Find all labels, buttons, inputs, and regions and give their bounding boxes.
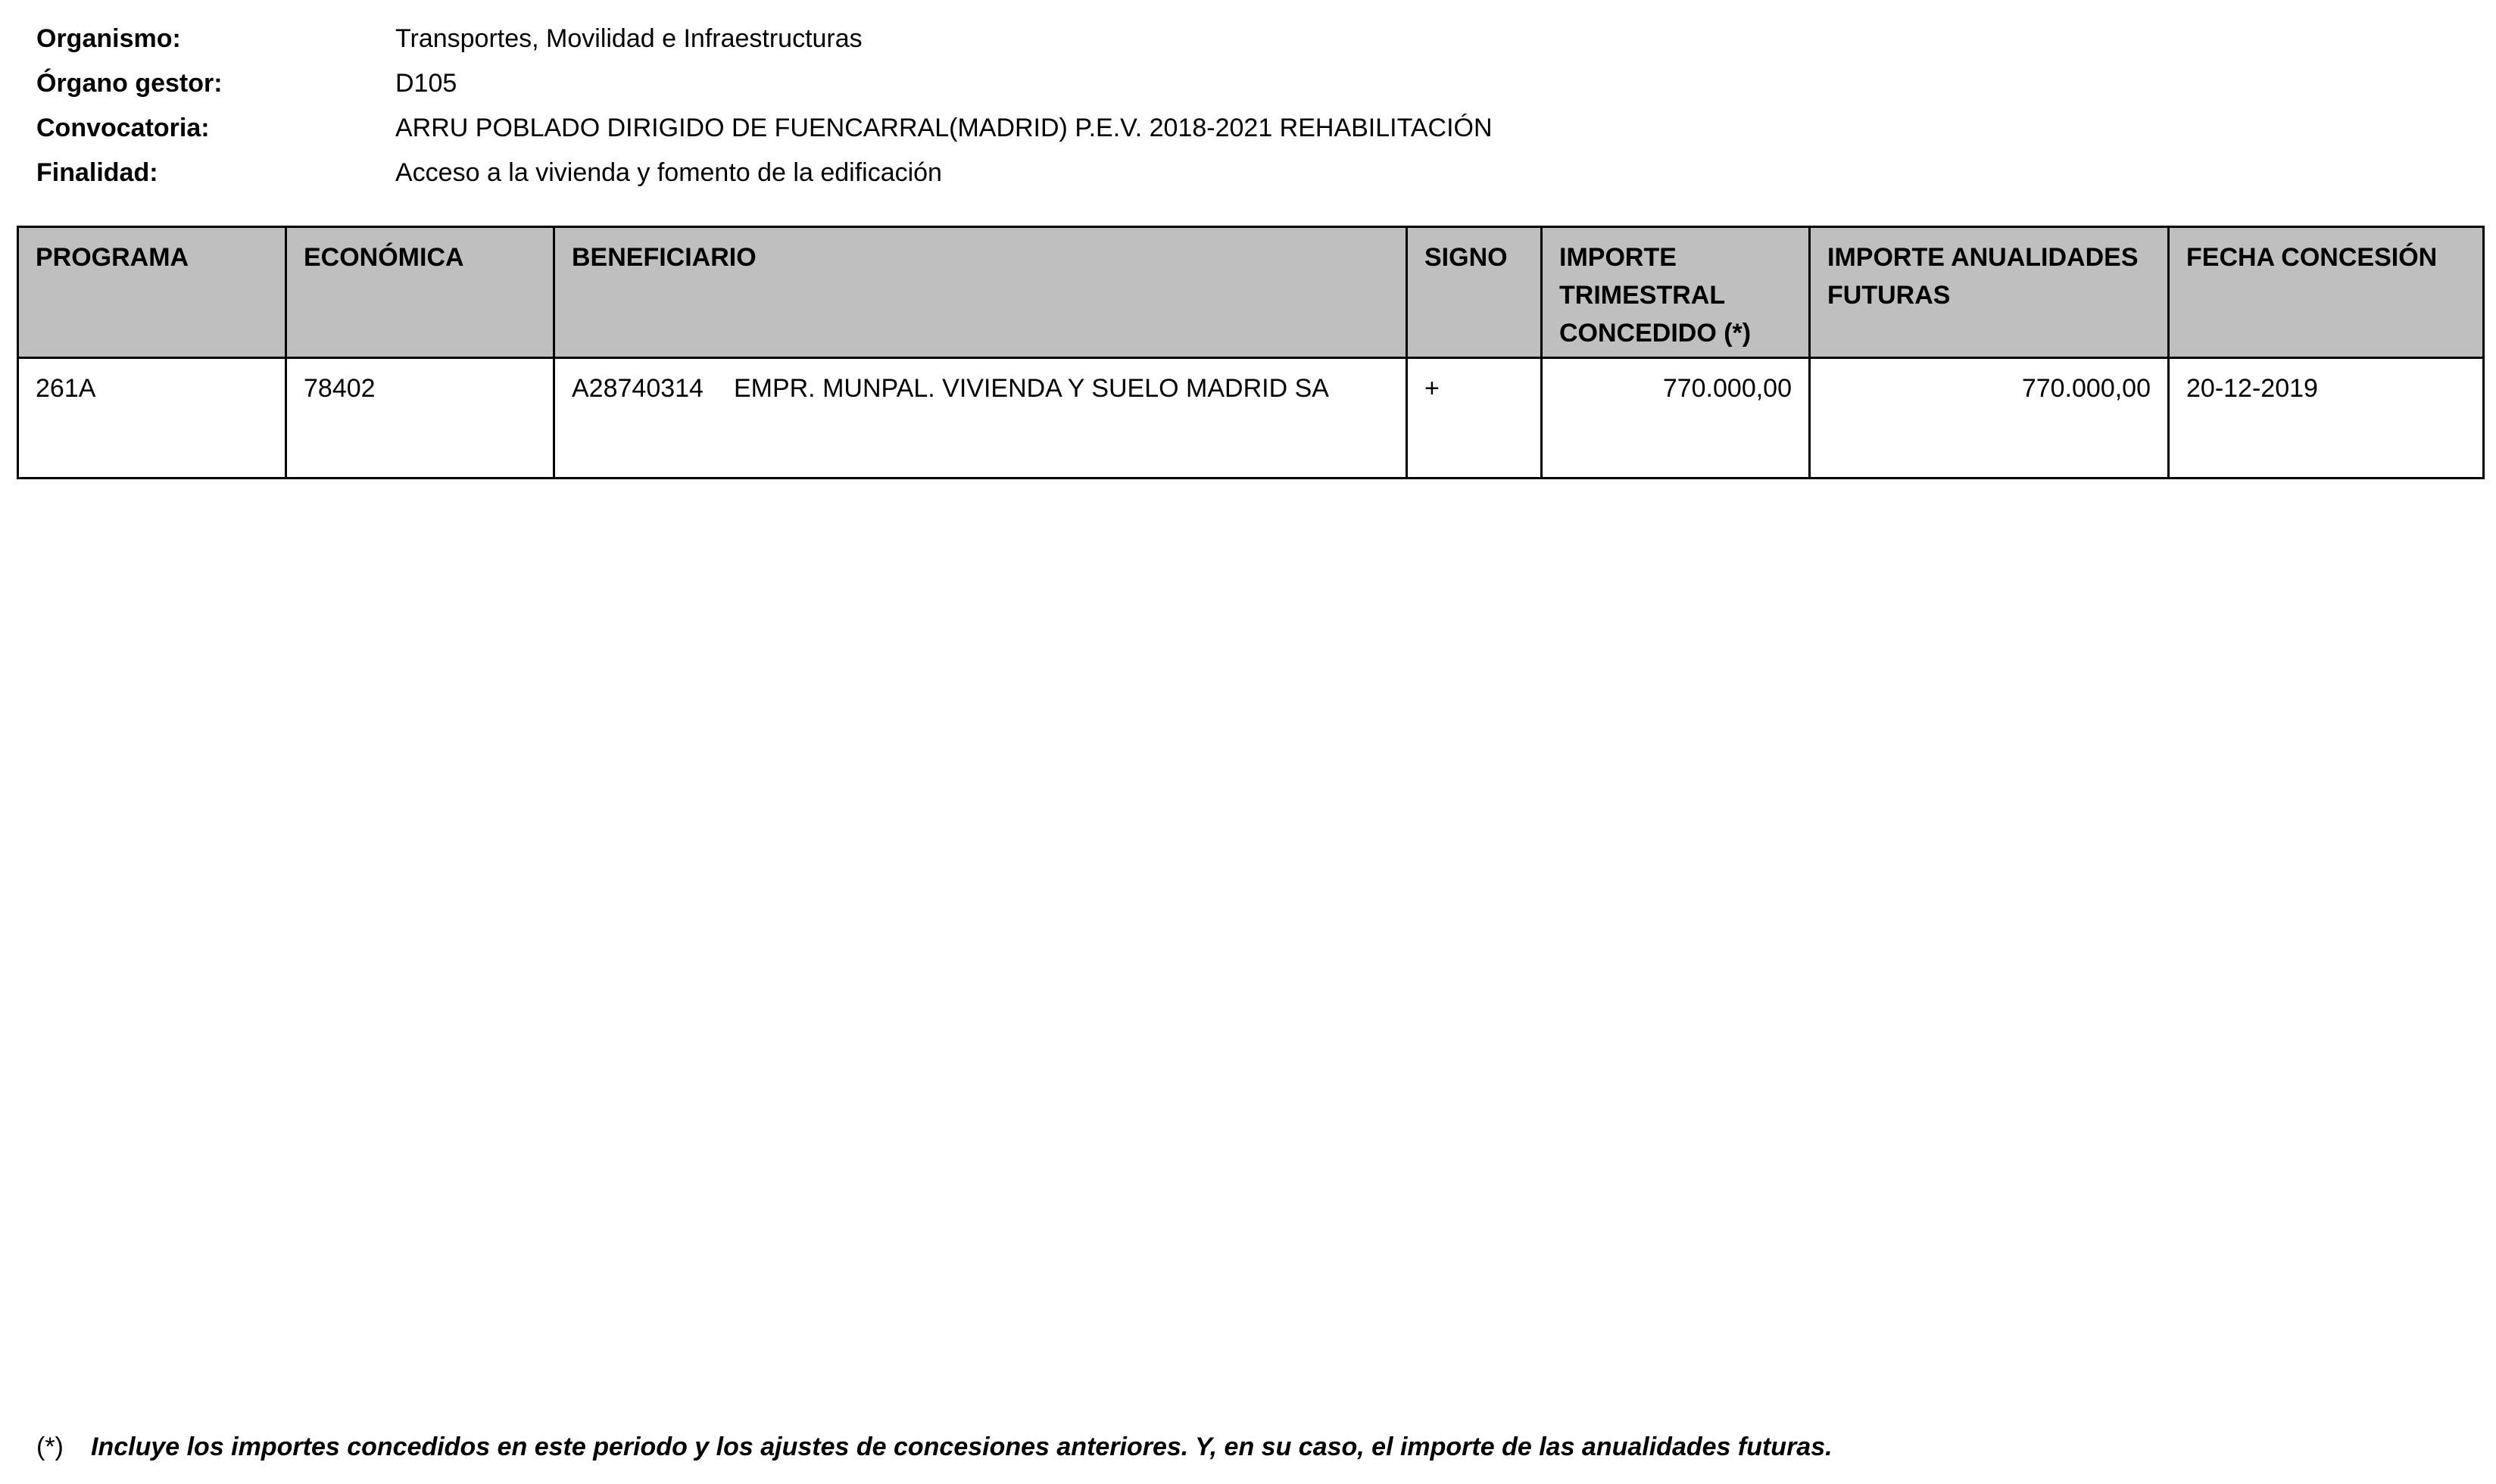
organo-gestor-value: D105 <box>395 69 457 98</box>
column-header-economica: ECONÓMICA <box>286 227 554 358</box>
column-header-programa: PROGRAMA <box>18 227 286 358</box>
convocatoria-label: Convocatoria: <box>36 114 210 142</box>
cell-importe-anualidades: 770.000,00 <box>1810 358 2169 479</box>
table-header-row <box>18 227 2484 358</box>
finalidad-value: Acceso a la vivienda y fomento de la edificación <box>395 158 942 187</box>
finalidad-row <box>36 151 2384 195</box>
footnote-mark: (*) <box>36 1433 64 1461</box>
footnote <box>36 1433 1833 1462</box>
organismo-label: Organismo: <box>36 24 181 53</box>
footnote-text: Incluye los importes concedidos en este periodo y los ajustes de concesiones anteriores. Y, en su caso, el importe de las anualidades futuras. <box>91 1433 1833 1461</box>
column-header-fecha-concesion: FECHA CONCESIÓN <box>2169 227 2484 358</box>
beneficiario-nombre: EMPR. MUNPAL. VIVIENDA Y SUELO MADRID SA <box>733 374 1329 403</box>
cell-signo: + <box>1407 358 1542 479</box>
organo-gestor-row <box>36 61 2384 106</box>
cell-economica: 78402 <box>286 358 554 479</box>
grants-table <box>17 226 2485 479</box>
column-header-signo: SIGNO <box>1407 227 1542 358</box>
column-header-importe-anualidades: IMPORTE ANUALIDADES FUTURAS <box>1810 227 2169 358</box>
beneficiario-nif: A28740314 <box>572 374 704 403</box>
finalidad-label: Finalidad: <box>36 158 158 187</box>
cell-programa: 261A <box>18 358 286 479</box>
grant-metadata <box>36 17 2384 195</box>
cell-fecha-concesion: 20-12-2019 <box>2169 358 2484 479</box>
cell-importe-trimestral: 770.000,00 <box>1542 358 1810 479</box>
organo-gestor-label: Órgano gestor: <box>36 69 223 98</box>
table-row <box>18 358 2484 479</box>
convocatoria-value: ARRU POBLADO DIRIGIDO DE FUENCARRAL(MADRID) P.E.V. 2018-2021 REHABILITACIÓN <box>395 114 1493 142</box>
column-header-beneficiario: BENEFICIARIO <box>554 227 1407 358</box>
convocatoria-row <box>36 106 2384 151</box>
cell-beneficiario <box>554 358 1407 479</box>
organismo-value: Transportes, Movilidad e Infraestructuras <box>395 24 863 53</box>
column-header-importe-trimestral: IMPORTE TRIMESTRAL CONCEDIDO (*) <box>1542 227 1810 358</box>
organismo-row <box>36 17 2384 61</box>
